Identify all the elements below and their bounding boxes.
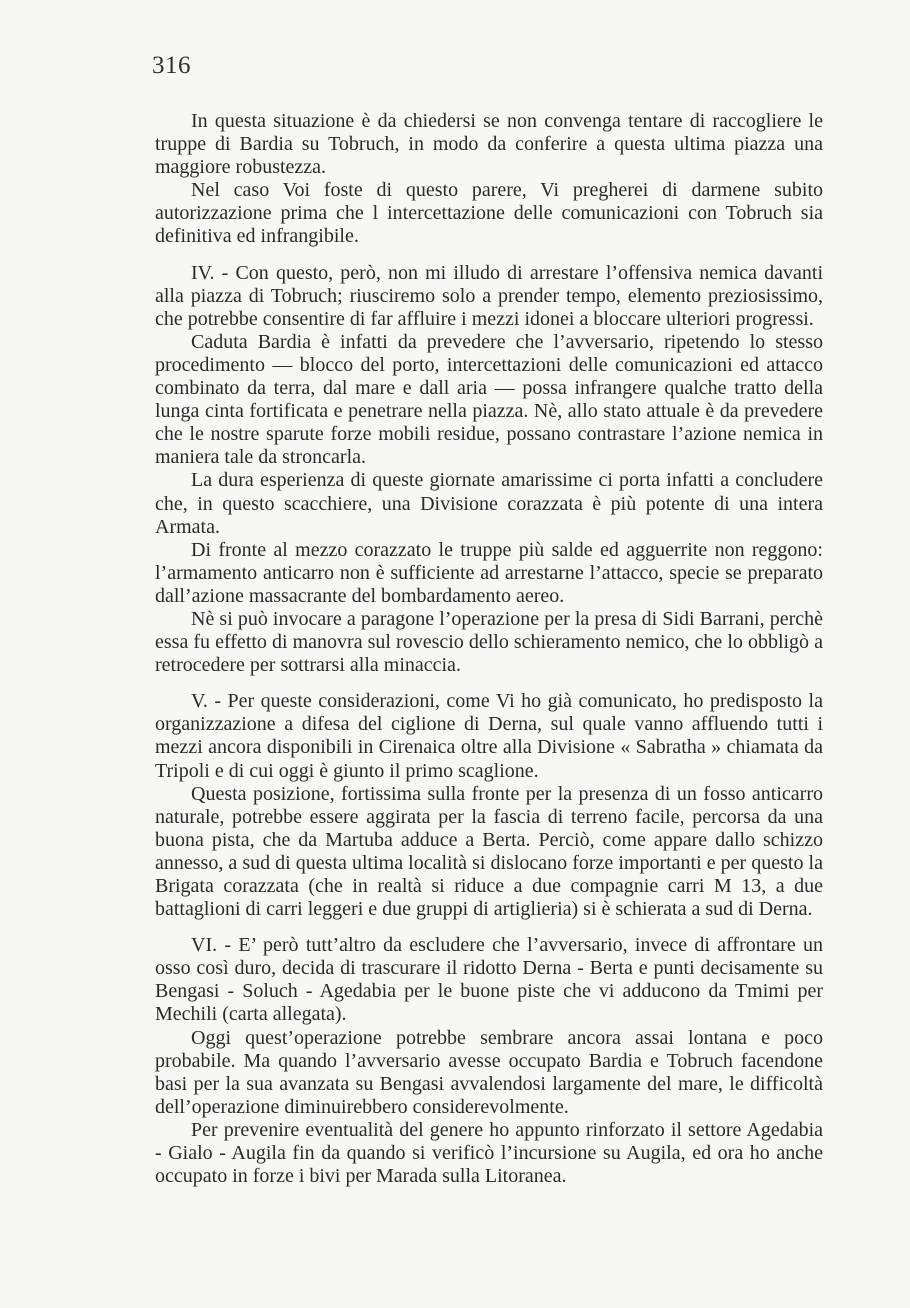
paragraph: La dura esperienza di queste giornate amarissime ci porta infatti a concludere che, in questo scacchiere, una Divisione corazzata è più potente di una intera Armata. — [155, 469, 823, 538]
page-number: 316 — [152, 52, 191, 79]
paragraph-section-v: V. - Per queste considerazioni, come Vi ho già comunicato, ho predisposto la organizzazione a difesa del ciglione di Derna, sul quale vanno affluendo tutti i mezzi ancora disponibili in Cirenaica oltre alla Divisione « Sabratha » chiamata da Tripoli e di cui oggi è giunto il primo scaglione. — [155, 690, 823, 782]
paragraph: Nel caso Voi foste di questo parere, Vi pregherei di darmene subito autorizzazione prima che l intercettazione delle comunicazioni con Tobruch sia definitiva ed infrangibile. — [155, 179, 823, 248]
paragraph-section-iv: IV. - Con questo, però, non mi illudo di arrestare l’offensiva nemica davanti alla piazza di Tobruch; riusciremo solo a prender tempo, elemento preziosissimo, che potrebbe consentire di far affluire i mezzi idonei a bloccare ulteriori progressi. — [155, 261, 823, 330]
body-text — [155, 110, 823, 1188]
paragraph: In questa situazione è da chiedersi se non convenga tentare di raccogliere le truppe di Bardia su Tobruch, in modo da conferire a questa ultima piazza una maggiore robustezza. — [155, 110, 823, 179]
paragraph: Caduta Bardia è infatti da prevedere che l’avversario, ripetendo lo stesso procedimento — blocco del porto, intercettazioni delle comunicazioni ed attacco combinato da terra, dal mare e dall aria — possa infrangere qualche tratto della lunga cinta fortificata e penetrare nella piazza. Nè, allo stato attuale è da prevedere che le nostre sparute forze mobili residue, possano contrastare l’azione nemica in maniera tale da stroncarla. — [155, 330, 823, 469]
paragraph: Questa posizione, fortissima sulla fronte per la presenza di un fosso anticarro naturale, potrebbe essere aggirata per la fascia di terreno facile, percorsa da una buona pista, che da Martuba adduce a Berta. Perciò, come appare dallo schizzo annesso, a sud di questa ultima località si dislocano forze importanti e per questo la Brigata corazzata (che in realtà si riduce a due compagnie carri M 13, a due battaglioni di carri leggeri e due gruppi di artiglieria) si è schierata a sud di Derna. — [155, 782, 823, 921]
paragraph: Nè si può invocare a paragone l’operazione per la presa di Sidi Barrani, perchè essa fu effetto di manovra sul rovescio dello schieramento nemico, che lo obbligò a retrocedere per sottrarsi alla minaccia. — [155, 607, 823, 677]
paragraph-section-vi: VI. - E’ però tutt’altro da escludere che l’avversario, invece di affrontare un osso così duro, decida di trascurare il ridotto Derna - Berta e punti decisamente su Bengasi - Soluch - Agedabia per le buone piste che vi adducono da Tmimi per Mechili (carta allegata). — [155, 934, 823, 1026]
paragraph: Per prevenire eventualità del genere ho appunto rinforzato il settore Agedabia - Gialo - Augila fin da quando si verificò l’incursione su Augila, ed ora ho anche occupato in forze i bivi per Marada sulla Litoranea. — [155, 1118, 823, 1188]
paragraph: Di fronte al mezzo corazzato le truppe più salde ed agguerrite non reggono: l’armamento anticarro non è sufficiente ad arrestarne l’attacco, specie se preparato dall’azione massacrante del bombardamento aereo. — [155, 538, 823, 607]
paragraph: Oggi quest’operazione potrebbe sembrare ancora assai lontana e poco probabile. Ma quando l’avversario avesse occupato Bardia e Tobruch facendone basi per la sua avanzata su Bengasi avvalendosi largamente del mare, le difficoltà dell’operazione diminuirebbero considerevolmente. — [155, 1026, 823, 1118]
